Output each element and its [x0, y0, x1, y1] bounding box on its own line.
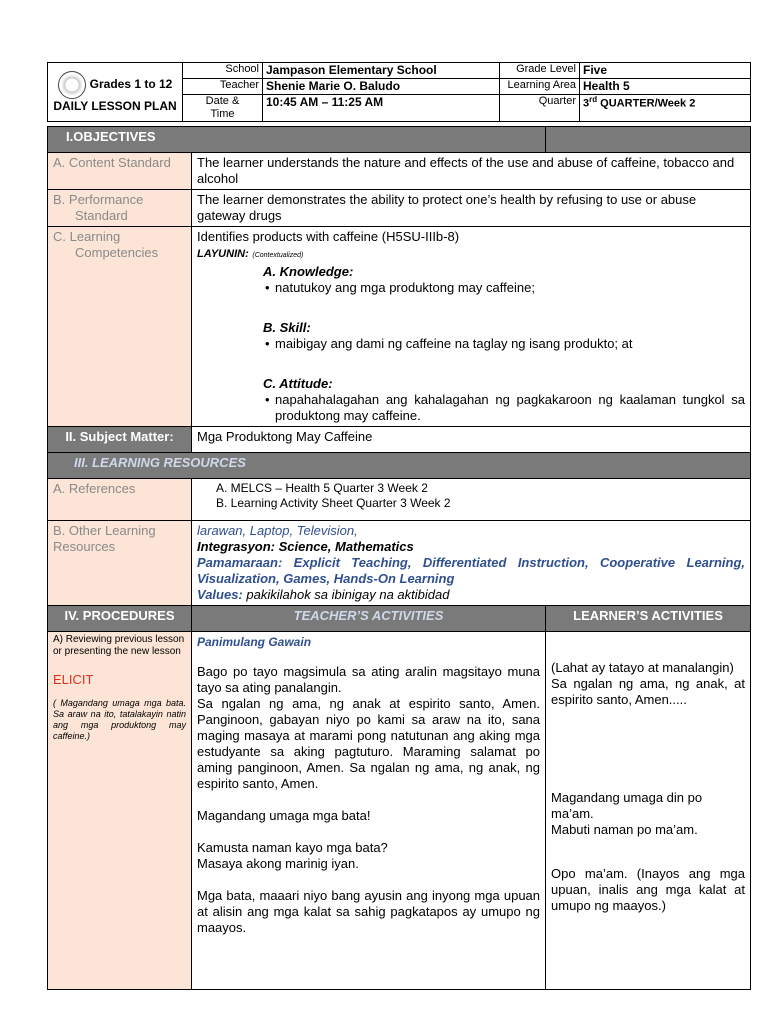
learner-activities — [546, 632, 751, 990]
contextualized-note: (Contextualized) — [252, 252, 304, 259]
integrasyon: Integrasyon: Science, Mathematics — [197, 539, 414, 554]
learner-line-2: Sa ngalan ng ama, ng anak, at espirito santo, Amen..... — [551, 676, 746, 707]
attitude-text: • napahahalagahan ang kahalagahan ng pagkakaroon ng kaalaman tungkol sa produktong may caffeine. — [197, 392, 745, 424]
other-items: larawan, Laptop, Television, — [197, 523, 358, 538]
references-content — [192, 479, 751, 521]
logo-cell — [48, 63, 183, 122]
skill-label: B. Skill: — [263, 320, 311, 335]
teacher-activities — [192, 632, 546, 990]
elicit-label: ELICIT — [53, 672, 94, 687]
reference-1: A. MELCS – Health 5 Quarter 3 Week 2 — [216, 481, 428, 495]
step-cell — [48, 632, 192, 990]
content-standard-text: The learner understands the nature and effects of the use and abuse of caffeine, tobacco and alcohol — [192, 153, 751, 190]
attitude-label: C. Attitude: — [263, 376, 333, 391]
learner-activities-heading: LEARNER’S ACTIVITIES — [546, 606, 751, 632]
competency-main: Identifies products with caffeine (H5SU-IIIb-8) — [197, 229, 460, 244]
performance-standard-label: B. Performance Standard — [48, 190, 192, 227]
teacher-line-4b: Masaya akong marinig iyan. — [197, 856, 359, 871]
teacher-line-2: Sa ngalan ng ama, ng anak at espirito santo, Amen. Panginoon, gabayan niyo po kami sa araw na ito, sana maging masaya at marami pong natutunan ang aking mga estudyante sa aking pagtuturo. Maraming salamat po aming panginoon, Amen. Sa ngalan ng ama, ng anak, ng espirito santo, Amen. — [197, 696, 541, 791]
area-value: Health 5 — [580, 79, 751, 95]
other-resources-content — [192, 521, 751, 606]
other-resources-label: B. Other Learning Resources — [48, 521, 192, 606]
skill-text: • maibigay ang dami ng caffeine na taglay ng isang produkto; at — [197, 336, 745, 352]
learner-line-4: Mabuti naman po ma’am. — [551, 822, 698, 837]
reference-2: B. Learning Activity Sheet Quarter 3 Week 2 — [216, 496, 451, 510]
references-label: A. References — [48, 479, 192, 521]
layunin-label: LAYUNIN: — [197, 248, 249, 260]
competencies-content — [192, 227, 751, 427]
panimulang-gawain: Panimulang Gawain — [197, 635, 312, 649]
subject-matter-value: Mga Produktong May Caffeine — [192, 427, 751, 453]
learner-line-5: Opo ma’am. (Inayos ang mga upuan, inalis ang mga kalat at umupo ng maayos.) — [551, 866, 746, 913]
learner-line-3: Magandang umaga din po ma’am. — [551, 790, 703, 821]
competencies-label: C. Learning Competencies — [48, 227, 192, 427]
knowledge-text: • natutukoy ang mga produktong may caffeine; — [197, 280, 745, 296]
pamamaraan: Pamamaraan: Explicit Teaching, Differentiated Instruction, Cooperative Learning, Visualization, Games, Hands-On Learning — [197, 555, 746, 586]
subject-matter-label: II. Subject Matter: — [48, 427, 192, 453]
teacher-value: Shenie Marie O. Baludo — [263, 79, 500, 95]
area-label: Learning Area — [500, 79, 580, 95]
teacher-line-4a: Kamusta naman kayo mga bata? — [197, 840, 388, 855]
quarter-label: Quarter — [500, 95, 580, 122]
procedures-heading: IV. PROCEDURES — [48, 606, 192, 632]
performance-standard-text: The learner demonstrates the ability to protect one’s health by refusing to use or abuse gateway drugs — [192, 190, 751, 227]
quarter-value: 3rd QUARTER/Week 2 — [580, 95, 751, 122]
knowledge-label: A. Knowledge: — [263, 264, 354, 279]
teacher-label: Teacher — [183, 79, 263, 95]
objectives-heading-right — [546, 127, 751, 153]
school-value: Jampason Elementary School — [263, 63, 500, 79]
date-value: 10:45 AM – 11:25 AM — [263, 95, 500, 122]
elicit-note: ( Magandang umaga mga bata. Sa araw na ito, tatalakayin natin ang mga produktong may caffeine.) — [53, 698, 186, 741]
date-label: Date & Time — [183, 95, 263, 122]
header-table — [47, 62, 751, 122]
teacher-activities-heading: TEACHER’S ACTIVITIES — [192, 606, 546, 632]
deped-seal-icon — [58, 71, 86, 99]
step-label: A) Reviewing previous lesson or presenting the new lesson — [53, 634, 185, 657]
teacher-line-1: Bago po tayo magsimula sa ating aralin magsitayo muna tayo sa ating panalangin. — [197, 664, 541, 695]
dlp-title: DAILY LESSON PLAN — [53, 98, 177, 113]
grade-label: Grade Level — [500, 63, 580, 79]
grades-title: Grades 1 to 12 — [89, 77, 173, 91]
teacher-line-3: Magandang umaga mga bata! — [197, 808, 371, 823]
objectives-heading: I.OBJECTIVES — [48, 127, 546, 153]
teacher-line-5: Mga bata, maaari niyo bang ayusin ang inyong mga upuan at alisin ang mga kalat sa sahig pagkatapos ay umupo ng maayos. — [197, 888, 541, 935]
lesson-plan-table — [47, 126, 751, 990]
school-label: School — [183, 63, 263, 79]
content-standard-label: A. Content Standard — [48, 153, 192, 190]
learning-resources-heading: III. LEARNING RESOURCES — [48, 453, 751, 479]
values: Values: pakikilahok sa ibinigay na aktibidad — [197, 587, 450, 602]
learner-line-1: (Lahat ay tatayo at manalangin) — [551, 660, 734, 675]
grade-value: Five — [580, 63, 751, 79]
